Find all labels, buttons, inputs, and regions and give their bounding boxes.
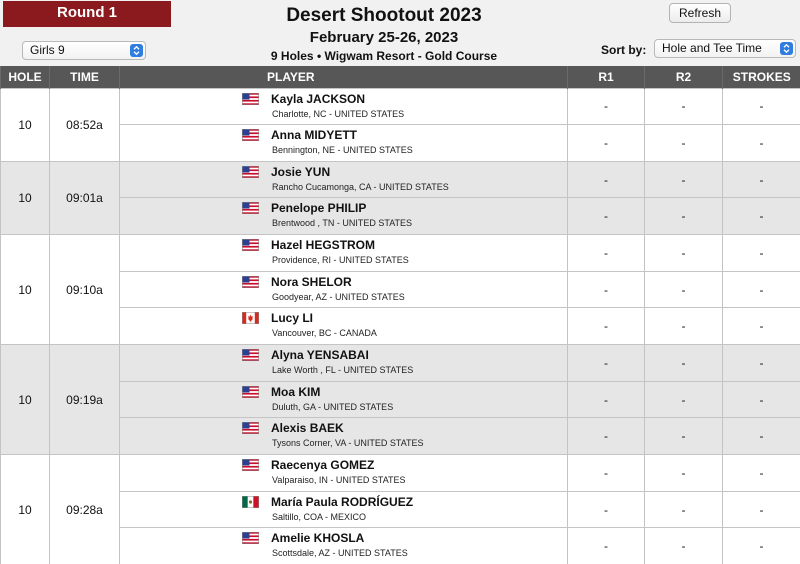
tee-time-cell: 09:10a [50,235,120,345]
player-location: Scottsdale, AZ - UNITED STATES [272,548,408,559]
table-row [1,88,800,125]
us-flag-icon [242,129,259,144]
strokes-cell: - [723,88,800,125]
hole-cell: 10 [1,235,50,345]
r2-score-cell: - [645,88,723,125]
strokes-cell: - [723,418,800,455]
r1-score-cell: - [568,235,645,272]
player-name[interactable]: Alyna YENSABAI [271,348,369,363]
player-location: Saltillo, COA - MEXICO [272,511,367,522]
player-location: Vancouver, BC - CANADA [272,328,377,339]
r1-score-cell: - [568,491,645,528]
table-row [1,528,800,564]
player-name[interactable]: Moa KIM [271,384,321,399]
column-header-player[interactable]: PLAYER [120,66,568,88]
hole-cell: 10 [1,345,50,455]
column-header-time[interactable]: TIME [50,66,120,88]
r1-score-cell: - [568,455,645,492]
strokes-cell: - [723,455,800,492]
strokes-cell: - [723,308,800,345]
player-cell[interactable] [120,528,568,564]
hole-cell: 10 [1,88,50,161]
player-location: Charlotte, NC - UNITED STATES [272,108,405,119]
table-row [1,235,800,272]
r2-score-cell: - [645,125,723,162]
player-location: Goodyear, AZ - UNITED STATES [272,291,405,302]
column-header-hole[interactable]: HOLE [1,66,50,88]
us-flag-icon [242,422,259,437]
tee-time-cell: 08:52a [50,88,120,161]
player-cell[interactable] [120,418,568,455]
r1-score-cell: - [568,345,645,382]
r2-score-cell: - [645,198,723,235]
player-cell[interactable] [120,455,568,492]
strokes-cell: - [723,235,800,272]
r1-score-cell: - [568,125,645,162]
canada-flag-icon [242,312,259,327]
player-name[interactable]: Anna MIDYETT [271,128,357,143]
us-flag-icon [242,459,259,474]
table-row [1,271,800,308]
player-cell[interactable] [120,381,568,418]
player-cell[interactable] [120,235,568,272]
tee-times-table [0,66,800,564]
event-info [200,4,568,64]
player-cell[interactable] [120,198,568,235]
player-name[interactable]: Nora SHELOR [271,274,352,289]
player-cell[interactable] [120,308,568,345]
sort-label: Sort by: [601,43,647,57]
tee-time-cell: 09:28a [50,455,120,564]
player-cell[interactable] [120,161,568,198]
table-row [1,308,800,345]
player-name[interactable]: Penelope PHILIP [271,201,367,216]
r2-score-cell: - [645,528,723,564]
strokes-cell: - [723,381,800,418]
r2-score-cell: - [645,161,723,198]
page-header [0,0,800,66]
table-row [1,161,800,198]
tee-time-cell: 09:19a [50,345,120,455]
r2-score-cell: - [645,455,723,492]
us-flag-icon [242,93,259,108]
us-flag-icon [242,239,259,254]
r1-score-cell: - [568,161,645,198]
round-tab[interactable]: Round 1 [3,1,171,27]
player-name[interactable]: Josie YUN [271,164,331,179]
select-arrows-icon [130,44,143,57]
r2-score-cell: - [645,345,723,382]
strokes-cell: - [723,198,800,235]
column-header-strokes[interactable]: STROKES [723,66,800,88]
event-dates: February 25-26, 2023 [309,29,459,46]
player-name[interactable]: Lucy LI [271,311,314,326]
division-select-value: Girls 9 [30,43,65,57]
r2-score-cell: - [645,381,723,418]
r2-score-cell: - [645,308,723,345]
player-name[interactable]: Kayla JACKSON [271,91,366,106]
strokes-cell: - [723,345,800,382]
r1-score-cell: - [568,418,645,455]
player-location: Duluth, GA - UNITED STATES [272,401,394,412]
player-location: Bennington, NE - UNITED STATES [272,145,413,156]
player-name[interactable]: María Paula RODRÍGUEZ [271,494,414,509]
event-title: Desert Shootout 2023 [286,5,482,26]
r1-score-cell: - [568,198,645,235]
us-flag-icon [242,532,259,547]
refresh-button[interactable]: Refresh [669,3,731,23]
player-location: Rancho Cucamonga, CA - UNITED STATES [272,181,449,192]
tee-time-cell: 09:01a [50,161,120,234]
division-select[interactable] [22,41,146,60]
player-cell[interactable] [120,125,568,162]
player-cell[interactable] [120,491,568,528]
column-header-r2[interactable]: R2 [645,66,723,88]
r2-score-cell: - [645,491,723,528]
r1-score-cell: - [568,528,645,564]
us-flag-icon [242,386,259,401]
sort-select-value: Hole and Tee Time [662,41,762,55]
strokes-cell: - [723,528,800,564]
us-flag-icon [242,202,259,217]
select-arrows-icon [780,42,793,55]
player-cell[interactable] [120,345,568,382]
mexico-flag-icon [242,496,259,511]
table-row [1,491,800,528]
player-location: Valparaiso, IN - UNITED STATES [272,475,406,486]
r2-score-cell: - [645,418,723,455]
player-location: Lake Worth , FL - UNITED STATES [272,365,414,376]
player-location: Tysons Corner, VA - UNITED STATES [272,438,424,449]
player-name[interactable]: Alexis BAEK [271,421,344,436]
player-name[interactable]: Amelie KHOSLA [271,531,365,546]
player-location: Brentwood , TN - UNITED STATES [272,218,413,229]
sort-select[interactable] [654,39,796,58]
r1-score-cell: - [568,271,645,308]
strokes-cell: - [723,491,800,528]
hole-cell: 10 [1,455,50,564]
table-row [1,345,800,382]
player-cell[interactable] [120,271,568,308]
strokes-cell: - [723,271,800,308]
table-header-row [1,66,800,88]
r2-score-cell: - [645,271,723,308]
table-row [1,418,800,455]
player-cell[interactable] [120,88,568,125]
table-row [1,455,800,492]
player-name[interactable]: Raecenya GOMEZ [271,458,375,473]
us-flag-icon [242,276,259,291]
table-row [1,125,800,162]
hole-cell: 10 [1,161,50,234]
player-name[interactable]: Hazel HEGSTROM [271,238,376,253]
r2-score-cell: - [645,235,723,272]
us-flag-icon [242,349,259,364]
column-header-r1[interactable]: R1 [568,66,645,88]
us-flag-icon [242,166,259,181]
strokes-cell: - [723,161,800,198]
event-course: 9 Holes • Wigwam Resort - Gold Course [270,49,498,63]
table-row [1,381,800,418]
strokes-cell: - [723,125,800,162]
r1-score-cell: - [568,381,645,418]
r1-score-cell: - [568,308,645,345]
table-row [1,198,800,235]
r1-score-cell: - [568,88,645,125]
table-body [1,88,800,564]
player-location: Providence, RI - UNITED STATES [272,255,409,266]
